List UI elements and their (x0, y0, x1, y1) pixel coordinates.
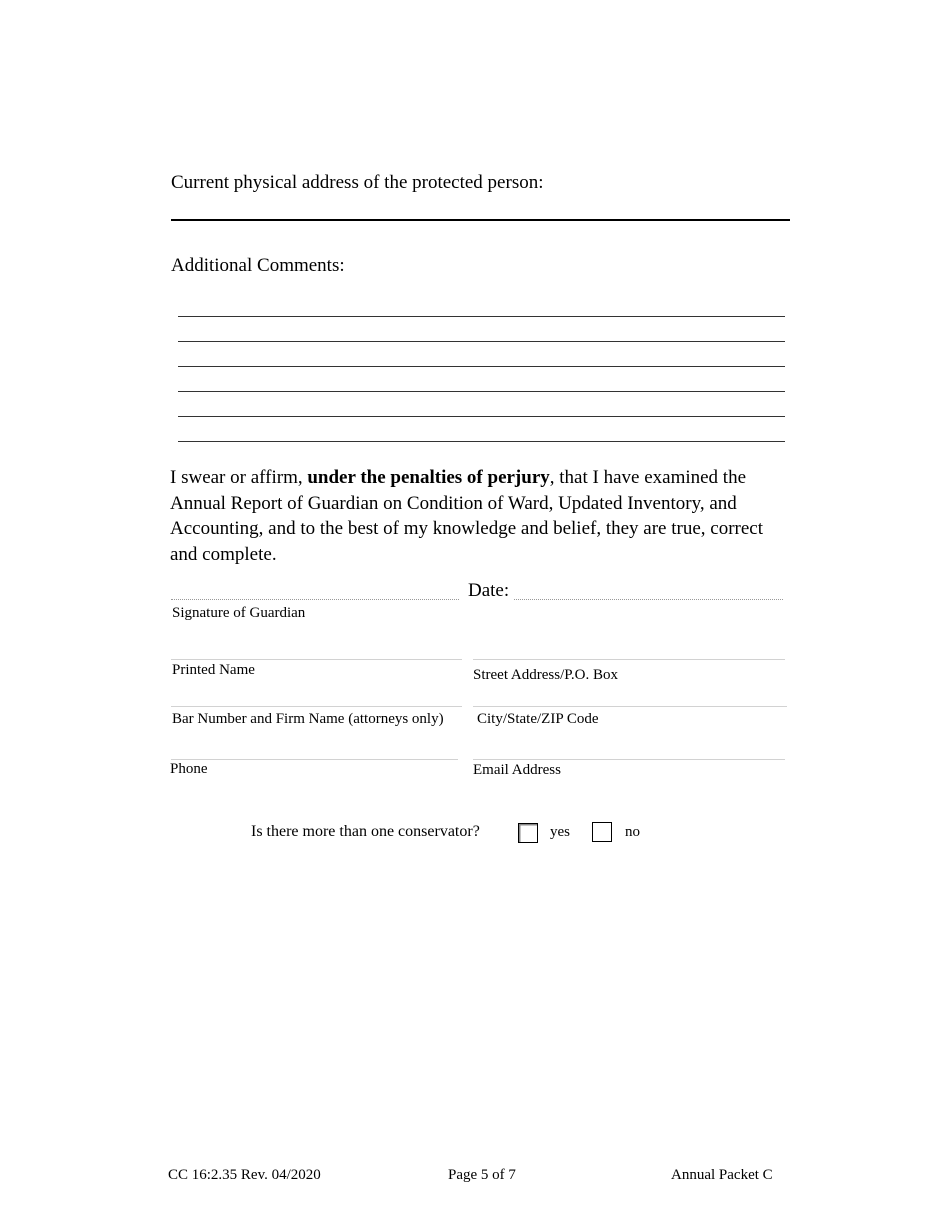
street-address-label: Street Address/P.O. Box (473, 667, 619, 683)
date-line[interactable] (514, 599, 783, 600)
address-input-line[interactable] (171, 219, 790, 221)
bar-number-line[interactable] (171, 706, 462, 707)
no-checkbox[interactable] (592, 822, 612, 842)
affirmation-suffix: , that I have examined the Annual Report of Guardian on Condition of Ward, Updated Inventory, and Accounting, and to the best of my knowledge and belief, they are true, correct and complete. (170, 467, 764, 565)
printed-name-label: Printed Name (172, 662, 255, 678)
address-question-label: Current physical address of the protected person: (171, 172, 544, 193)
affirmation-prefix: I swear or affirm, (170, 467, 308, 488)
comment-line-5[interactable] (178, 416, 785, 417)
city-state-zip-label: City/State/ZIP Code (477, 711, 599, 727)
additional-comments-label: Additional Comments: (171, 255, 345, 276)
printed-name-line[interactable] (171, 659, 462, 660)
comment-line-6[interactable] (178, 441, 785, 442)
affirmation-bold: under the penalties of perjury (307, 467, 550, 488)
footer-packet-name: Annual Packet C (671, 1167, 773, 1183)
signature-label: Signature of Guardian (172, 605, 306, 621)
comment-line-2[interactable] (178, 341, 785, 342)
footer-page-number: Page 5 of 7 (448, 1167, 516, 1183)
email-label: Email Address (473, 762, 561, 778)
no-label: no (625, 824, 640, 840)
signature-line[interactable] (171, 599, 459, 600)
date-label: Date: (468, 580, 510, 601)
city-state-zip-line[interactable] (473, 706, 787, 707)
street-address-line[interactable] (473, 659, 785, 660)
phone-label: Phone (170, 761, 208, 777)
comment-line-3[interactable] (178, 366, 785, 367)
phone-line[interactable] (171, 759, 458, 760)
comment-line-1[interactable] (178, 316, 785, 317)
comment-line-4[interactable] (178, 391, 785, 392)
email-line[interactable] (473, 759, 785, 760)
yes-checkbox[interactable] (518, 823, 538, 843)
footer-form-code: CC 16:2.35 Rev. 04/2020 (168, 1167, 321, 1183)
yes-label: yes (550, 824, 570, 840)
perjury-affirmation-text (170, 465, 770, 567)
bar-number-label: Bar Number and Firm Name (attorneys only) (172, 711, 444, 727)
conservator-question: Is there more than one conservator? (251, 823, 480, 840)
